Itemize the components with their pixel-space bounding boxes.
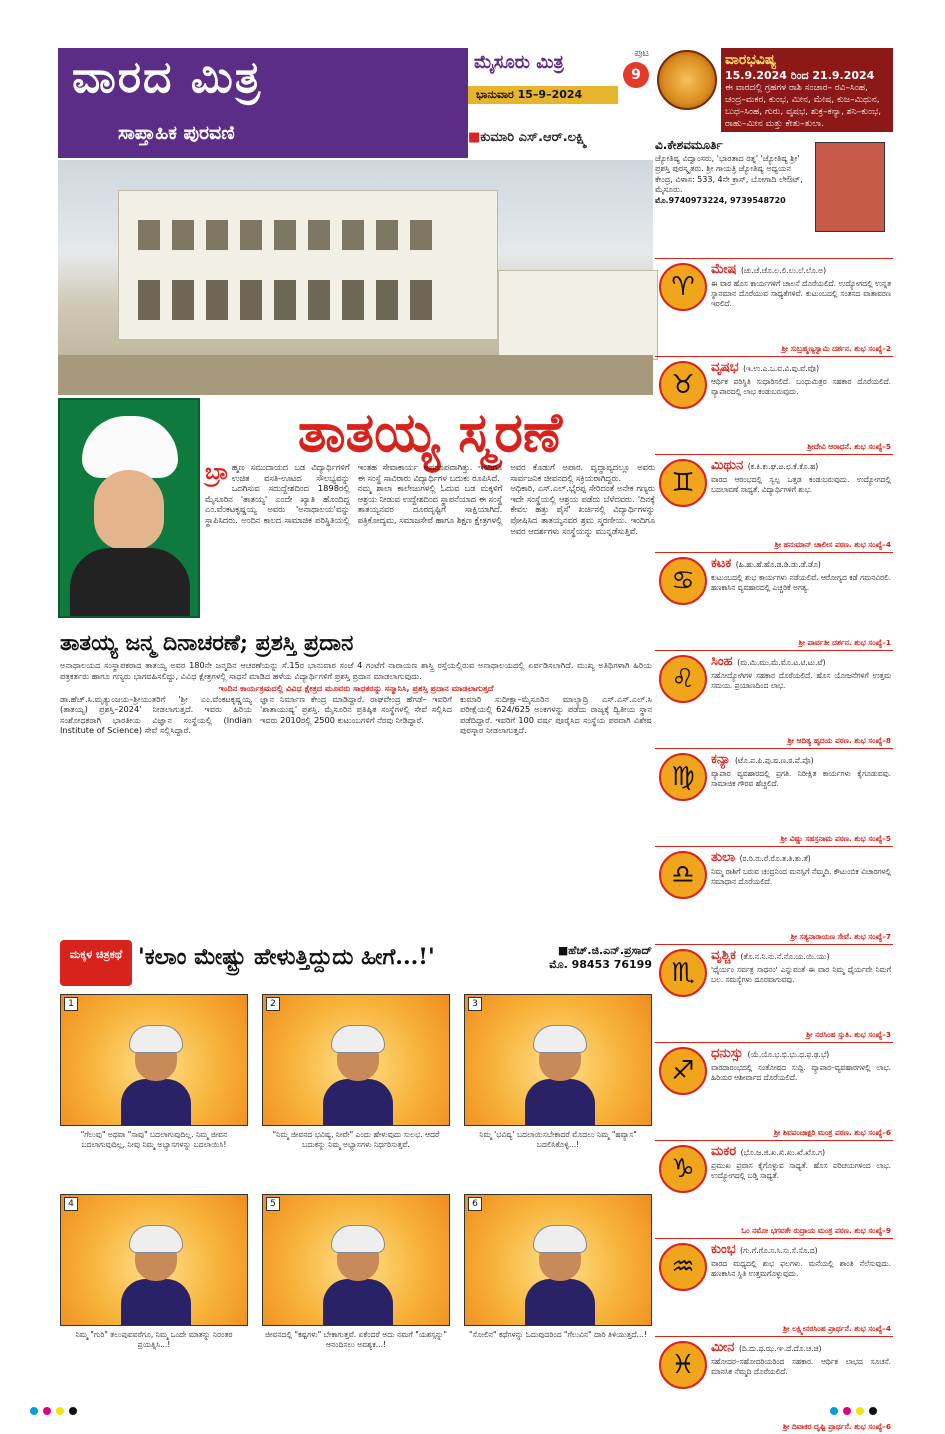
zodiac-sign-entry [655, 1336, 893, 1434]
sign-name: ಕನ್ಯಾ (ಟೊ.ಪ.ಪಿ.ಪು.ಷ.ಣ.ಠ.ಪೆ.ಪೊ) [711, 752, 814, 767]
sign-remedy: ಶ್ರೀ ಪಾರ್ವತೀ ದರ್ಶನ. ಶುಭ ಸಂಖ್ಯೆ–1 [798, 638, 891, 647]
byline-name: ಕುಮಾರಿ ಎಸ್.ಆರ್.ಲಕ್ಷ್ಮಿ [480, 130, 588, 145]
sign-name: ಧನುಸ್ಸು (ಯೆ.ಯೊ.ಭ.ಭಿ.ಭು.ಧ.ಫ.ಢ.ಭೆ) [711, 1046, 830, 1061]
sign-remedy: ಶ್ರೀದೇವಿ ಆರಾಧನೆ. ಶುಭ ಸಂಖ್ಯೆ–5 [807, 442, 891, 451]
article-headline: ತಾತಯ್ಯ ಸ್ಮರಣೆ [297, 400, 563, 464]
sign-remedy: ಶ್ರೀ ನರಸಿಂಹ ಸ್ತುತಿ. ಶುಭ ಸಂಖ್ಯೆ–3 [806, 1030, 891, 1039]
zodiac-icon: ♓ [659, 1341, 707, 1389]
panel-number: 4 [64, 1197, 78, 1211]
portrait-turban [82, 416, 178, 478]
zodiac-icon: ♋ [659, 557, 707, 605]
zodiac-sign-entry [655, 1238, 893, 1336]
awardee-3: ಕುಮಾರಿ ಸುದೀಕ್ಷಾ–ಮೈಸೂರಿನ ಮಾಲ್ಯಾದ್ರಿ ಎಸ್.ಎಸ್.ಎಲ್.ಸಿ ಪರೀಕ್ಷೆಯಲ್ಲಿ 624/625 ಅಂಕಗಳನ್ನು ಪಡೆದು ರಾಜ್ಯಕ್ಕೆ ದ್ವಿತೀಯ ಸ್ಥಾನ ಪಡೆದಿದ್ದಾರೆ. ಇವರಿಗೆ 100 ವರ್ಷ ಪೂರೈಸಿದ ಸಂಸ್ಥೆಯ ಪರವಾಗಿ ವಿಶೇಷ ಪುರಸ್ಕಾರ ನೀಡಲಾಗುತ್ತದೆ. [460, 693, 652, 735]
zodiac-sign-entry [655, 650, 893, 748]
comic-phone: ಮೊ. 98453 76199 [549, 958, 652, 971]
sign-text: ವಾರದ ಆರಂಭದಲ್ಲಿ ಸ್ವಲ್ಪ ಒತ್ತಡ ಕಂಡುಬರುವುದು. ಉದ್ಯೋಗದಲ್ಲಿ ಬದಲಾವಣೆ ಸಾಧ್ಯತೆ. ವಿದ್ಯಾರ್ಥಿಗಳಿಗೆ ಶುಭ. [711, 475, 891, 494]
sign-text: ವಾರದ ಮಧ್ಯದಲ್ಲಿ ಶುಭ ಫಲಗಳು. ಮನೆಯಲ್ಲಿ ಶಾಂತಿ ನೆಲೆಸುವುದು. ಹಣಕಾಸಿನ ಸ್ಥಿತಿ ಉತ್ತಮಗೊಳ್ಳುವುದು. [711, 1259, 891, 1278]
panel-number: 1 [64, 997, 78, 1011]
sign-remedy: ಓಂ ನಮೋ ಭಗವತೇ ರುದ್ರಾಯ ಮಂತ್ರ ಪಠಣ. ಶುಭ ಸಂಖ್ಯೆ–9 [741, 1226, 891, 1235]
color-dots-right [830, 1400, 882, 1408]
ground [58, 355, 653, 395]
masthead-banner [58, 48, 468, 158]
sign-remedy: ಶ್ರೀ ದಿವಾಕರ ದೃಷ್ಟಿ ಪ್ರಾರ್ಥನೆ. ಶುಭ ಸಂಖ್ಯೆ–6 [782, 1422, 891, 1431]
section-headline: ತಾತಯ್ಯ ಜನ್ಮ ದಿನಾಚರಣೆ; ಪ್ರಶಸ್ತಿ ಪ್ರದಾನ [60, 630, 354, 656]
dot-black [869, 1407, 877, 1415]
zodiac-sign-entry [655, 1042, 893, 1140]
comic-strip [60, 940, 652, 1380]
comic-panel [60, 1194, 248, 1326]
sign-text: ಈ ವಾರ ಹೊಸ ಕಾರ್ಯಗಳಿಗೆ ಚಾಲನೆ ದೊರೆಯಲಿದೆ. ಉದ್ಯೋಗದಲ್ಲಿ ಉನ್ನತ ಸ್ಥಾನಮಾನ ದೊರೆಯುವ ಸಾಧ್ಯತೆಗಳಿವೆ. ಕುಟುಂಬದಲ್ಲಿ ಸಂತಸದ ವಾತಾವರಣ ಇರಲಿದೆ. [711, 279, 891, 308]
zodiac-icon: ♊ [659, 459, 707, 507]
byline: ■ಕುಮಾರಿ ಎಸ್.ಆರ್.ಲಕ್ಷ್ಮಿ [468, 130, 588, 145]
building-windows [138, 280, 438, 320]
sign-name: ಕಟಕ (ಹಿ.ಹು.ಹೆ.ಹೊ.ಡ.ಡಿ.ಡು.ಡೆ.ಡೊ) [711, 556, 821, 571]
tatayya-portrait [58, 398, 200, 618]
kalam-figure [121, 1025, 191, 1125]
kalam-figure [121, 1225, 191, 1325]
sign-name: ಕುಂಭ (ಗು.ಗೆ.ಗೊ.ಸ.ಸಿ.ಸು.ಸೆ.ಸೊ.ದ) [711, 1242, 818, 1257]
section-lead: ಅನಾಥಾಲಯದ ಸಂಸ್ಥಾಪಕರಾದ ತಾತಯ್ಯ ಅವರ 180ನೇ ಜನ್ಮದಿನ ಆಚರಣೆಯನ್ನು ಸೆ.15ರ ಭಾನುವಾರ ಸಂಜೆ 4 ಗಂಟೆಗೆ ನಾರಾಯಣ ಶಾಸ್ತ್ರಿ ರಸ್ತೆಯಲ್ಲಿರುವ ಅನಾಥಾಲಯದಲ್ಲಿ ಏರ್ಪಡಿಸಲಾಗಿದೆ. ಮುಖ್ಯ ಅತಿಥಿಗಳಾಗಿ ಹಿರಿಯ ಪತ್ರಕರ್ತರು ಹಾಗೂ ಗಣ್ಯರು ಭಾಗವಹಿಸಲಿದ್ದು, ವಿವಿಧ ಕ್ಷೇತ್ರಗಳಲ್ಲಿ ಸಾಧನೆ ಮಾಡಿದ ಹಳೆಯ ವಿದ್ಯಾರ್ಥಿಗಳಿಗೆ ಪ್ರಶಸ್ತಿ ಪ್ರದಾನ ಮಾಡಲಾಗುವುದು. [60, 660, 652, 681]
issue-date: ಭಾನುವಾರ 15–9–2024 [468, 86, 618, 104]
sign-remedy: ಶ್ರೀ ಶಿವಪಂಚಾಕ್ಷರಿ ಮಂತ್ರ ಪಠಣ. ಶುಭ ಸಂಖ್ಯೆ–6 [773, 1128, 891, 1137]
panel-caption: ನಿಮ್ಮ "ಗುರಿ" ತಲುಪುವವರೆಗೂ, ನಿಮ್ಮ ಒಂದೇ ಮಾತನ್ನು ನಿರಂತರ ಪ್ರಯತ್ನಿಸಿ...! [75, 1330, 233, 1349]
zodiac-icon: ♌ [659, 655, 707, 703]
sign-name: ವೃಷಭ (ಇ.ಉ.ಎ.ಒ.ವ.ವಿ.ವು.ವೆ.ವೊ) [711, 360, 819, 375]
panel-caption: ಜೀವನದಲ್ಲಿ "ಕಷ್ಟಗಳು" ಬೇಕಾಗುತ್ತವೆ. ಏಕೆಂದರೆ ಅದು ನಮಗೆ "ಯಶಸ್ಸನ್ನು" ಆನಂದಿಸಲು ಅವಶ್ಯಕ...! [265, 1330, 447, 1349]
building-windows-upper [138, 220, 438, 250]
astrologer-photo [815, 142, 885, 232]
comic-title: 'ಕಲಾಂ ಮೇಷ್ಟ್ರು ಹೇಳುತ್ತಿದ್ದುದು ಹೀಗೆ...!' [138, 944, 435, 970]
comic-badge: ಮಕ್ಕಳ ಚಿತ್ರಕಥೆ [60, 940, 132, 986]
sign-name: ಮೇಷ (ಚು.ಚೆ.ಚೊ.ಲ.ಲಿ.ಲು.ಲೆ.ಲೊ.ಅ) [711, 262, 826, 277]
sign-remedy: ಶ್ರೀ ಹನುಮಾನ್ ಚಾಲೀಸ ಪಠಣ. ಶುಭ ಸಂಖ್ಯೆ–4 [774, 540, 891, 549]
zodiac-icon: ♈ [659, 263, 707, 311]
paper-name: ಮೈಸೂರು ಮಿತ್ರ [474, 52, 564, 73]
zodiac-icon: ♍ [659, 753, 707, 801]
masthead-subtitle: ಸಾಪ್ತಾಹಿಕ ಪುರವಣಿ [118, 122, 235, 144]
masthead [58, 48, 653, 158]
zodiac-sign-entry [655, 846, 893, 944]
dot-cyan [830, 1407, 838, 1415]
astrologer-phone: ಮೊ.9740973224, 9739548720 [655, 196, 786, 206]
building-wing [498, 270, 658, 360]
panel-caption: ನಿಮ್ಮ 'ಭವಿಷ್ಯ' ಬದಲಾಯಿಸಬೇಕಾದರೆ ಮೊದಲು ನಿಮ್ಮ "ಹವ್ಯಾಸ" ಬದಲಿಸಿಕೊಳ್ಳಿ...! [479, 1130, 637, 1149]
building-photo [58, 160, 653, 395]
zodiac-sign-entry [655, 552, 893, 650]
zodiac-icon: ♐ [659, 1047, 707, 1095]
sign-text: ಕುಟುಂಬದಲ್ಲಿ ಶುಭ ಕಾರ್ಯಗಳು ನಡೆಯಲಿವೆ. ಆರೋಗ್ಯದ ಕಡೆ ಗಮನವಿರಲಿ. ಹಣಕಾಸಿನ ವ್ಯವಹಾರದಲ್ಲಿ ಎಚ್ಚರಿಕೆ ಅಗತ್ಯ. [711, 573, 891, 592]
awardee-1: ಡಾ.ಹೆಚ್.ಸಿ.ಮೃತ್ಯುಂಜಯ–ಶ್ರೀಯುತರಿಗೆ 'ಶ್ರೀ ಎಂ.ವೆಂಕಟಕೃಷ್ಣಯ್ಯ (ತಾತಯ್ಯ) ಪ್ರಶಸ್ತಿ–2024' ನೀಡಲಾಗುತ್ತದೆ. ಇವರು ಹಿರಿಯ ಸಂಶೋಧಕರಾಗಿ ಭಾರತೀಯ ವಿಜ್ಞಾನ ಸಂಸ್ಥೆಯಲ್ಲಿ (Indian Institute of Science) ಸೇವೆ ಸಲ್ಲಿಸಿದ್ದಾರೆ. [60, 693, 252, 735]
horoscope-header [655, 48, 893, 136]
sign-name: ಮಿಥುನ (ಕ.ಕಿ.ಕು.ಘ.ಙ.ಛ.ಕೆ.ಕೊ.ಹ) [711, 458, 819, 473]
dot-yellow [56, 1407, 64, 1415]
dot-magenta [43, 1407, 51, 1415]
zodiac-sign-entry [655, 258, 893, 356]
sign-text: ವ್ಯಾಪಾರ ವ್ಯವಹಾರದಲ್ಲಿ ಪ್ರಗತಿ. ನಿರೀಕ್ಷಿತ ಕಾರ್ಯಗಳು ಕೈಗೂಡುವವು. ಸಾಮಾಜಿಕ ಗೌರವ ಹೆಚ್ಚಲಿದೆ. [711, 769, 891, 788]
dot-yellow [856, 1407, 864, 1415]
kalam-figure [323, 1025, 393, 1125]
portrait-face [94, 470, 164, 550]
zodiac-icon: ♏ [659, 949, 707, 997]
comic-panel [60, 994, 248, 1126]
sign-remedy: ಶ್ರೀ ವಿಷ್ಣು ಸಹಸ್ರನಾಮ ಪಠಣ. ಶುಭ ಸಂಖ್ಯೆ–5 [780, 834, 891, 843]
astrologer-info: ಜ್ಯೋತಿಷ್ಯ ವಿದ್ವಾಂಸರು, 'ಭಾರತಾದ ರತ್ನ' 'ಜ್ಯೋತಿಷ್ಯ ಶ್ರೀ' ಪ್ರಶಸ್ತಿ ಪುರಸ್ಕೃತರು. ಶ್ರೀ ಗಾಯತ್ರಿ ಜ್ಯೋತಿಷ್ಯ ಅಧ್ಯಯನ ಕೇಂದ್ರ, ವಿಳಾಸ: 533, 4ನೇ ಕ್ರಾಸ್, ಬೋಗಾದಿ ಲೇಔಟ್, ಮೈಸೂರು. [655, 153, 803, 195]
horoscope-range: 15.9.2024 ರಿಂದ 21.9.2024 [725, 69, 875, 83]
kalam-figure [323, 1225, 393, 1325]
kalam-figure [525, 1225, 595, 1325]
page-number: 9 [623, 62, 649, 88]
portrait-coat [70, 548, 190, 616]
zodiac-icon: ♉ [659, 361, 707, 409]
panel-caption: "ನಿಮ್ಮ ಜೀವನದ ಭವಿಷ್ಯ, ನೀವೇ" ಎಂದು ಹೇಳುವುದು ಸುಲಭ. ಆದರೆ ಬದುಕನ್ನು ನಿಮ್ಮ ಅಭ್ಯಾಸಗಳು ನಿರ್ಧರಿಸುತ್ತವೆ. [272, 1130, 440, 1149]
panel-number: 5 [266, 1197, 280, 1211]
dropcap: ಬ್ರಾ [205, 460, 229, 485]
sign-name: ಸಿಂಹ (ಮ.ಮಿ.ಮು.ಮೆ.ಮೊ.ಟ.ಟಿ.ಟು.ಟೆ) [711, 654, 826, 669]
sign-text: ಸಹೋದರ–ಸಹೋದರಿಯರಿಂದ ಸಹಕಾರ. ಆರ್ಥಿಕ ಲಾಭದ ಸೂಚನೆ. ಮಾನಸಿಕ ನೆಮ್ಮದಿ ದೊರೆಯಲಿದೆ. [711, 1357, 891, 1376]
comic-author: ■ಹೆಚ್.ಜಿ.ಎನ್.ಪ್ರಸಾದ್ [557, 944, 652, 957]
panel-number: 6 [468, 1197, 482, 1211]
sign-name: ವೃಶ್ಚಿಕ (ತೊ.ನ.ನಿ.ನು.ನೆ.ನೊ.ಯ.ಯಿ.ಯು) [711, 948, 830, 963]
zodiac-wheel-icon [657, 50, 717, 110]
zodiac-sign-entry [655, 748, 893, 846]
sign-text: ಪ್ರಮುಖ ಪ್ರವಾಸ ಕೈಗೊಳ್ಳುವ ಸಾಧ್ಯತೆ. ಹೊಸ ಪರಿಚಯಗಳಿಂದ ಲಾಭ. ಉದ್ಯೋಗದಲ್ಲಿ ಬಡ್ತಿ ಸಾಧ್ಯತೆ. [711, 1161, 891, 1180]
sign-remedy: ಶ್ರೀ ಸುಬ್ರಹ್ಮಣ್ಯಸ್ವಾಮಿ ದರ್ಶನ. ಶುಭ ಸಂಖ್ಯೆ–2 [781, 344, 891, 353]
awardee-2: ಜ್ಞಾನ ನಿರ್ಮಾಣ ಕೇಂದ್ರ ಮಾಡಿದ್ದಾರೆ. ರಾಘವೇಂದ್ರ ಹೆಗಡೆ– ಇವರಿಗೆ 'ಶಾತಾಯುಷ್ಯ' ಪ್ರಶಸ್ತಿ. ಮೈಸೂರಿನ ಪ್ರತಿಷ್ಠಿತ ಸಂಸ್ಥೆಗಳಲ್ಲಿ ಸೇವೆ ಸಲ್ಲಿಸಿದ ಇವರು 2010ರಲ್ಲಿ 2500 ಕುಟುಂಬಗಳಿಗೆ ನೆರವು ನೀಡಿದ್ದಾರೆ. [260, 693, 452, 725]
masthead-title: ವಾರದ ಮಿತ್ರ [72, 52, 263, 103]
sign-remedy: ಶ್ರೀ ಲಕ್ಷ್ಮೀನರಸಿಂಹ ಪ್ರಾರ್ಥನೆ. ಶುಭ ಸಂಖ್ಯೆ–4 [783, 1324, 891, 1333]
horoscope-planets: ಈ ವಾರದಲ್ಲಿ ಗ್ರಹಗಳ ರಾಶಿ ಸಂಚಾರ– ರವಿ–ಸಿಂಹ, ಚಂದ್ರ–ಮಕರ, ಕುಂಭ, ಮೀನ, ಮೇಷ, ಕುಜ–ಮಿಥುನ, ಬುಧ–ಸಿಂಹ, ಗುರು, ವೃಷಭ, ಶುಕ್ರ–ಕನ್ಯಾ, ಶನಿ–ಕುಂಭ, ರಾಹು–ಮೀನ ಮತ್ತು ಕೇತು–ತುಲಾ. [725, 83, 882, 129]
horoscope-title: ವಾರಭವಿಷ್ಯ [725, 52, 777, 68]
article-body [205, 462, 655, 634]
kalam-figure [525, 1025, 595, 1125]
horoscope-sidebar [655, 48, 893, 1431]
dot-black [69, 1407, 77, 1415]
article-col-2: ನಮ್ಮ ಶಾಲಾ ಕಾಲೇಜುಗಳಲ್ಲಿ ಓದುವ ಬಡ ಮಕ್ಕಳಿಗೆ ಆಶ್ರಯ ನೀಡುವ ಉದ್ದೇಶದಿಂದ ಸ್ಥಾಪನೆಯಾದ ಈ ಸಂಸ್ಥೆ ತಾತಯ್ಯನವರ ದೂರದೃಷ್ಟಿಗೆ ಸಾಕ್ಷಿಯಾಗಿದೆ. ಪತ್ರಿಕೋದ್ಯಮ, ಸಮಾಜಸೇವೆ ಹಾಗೂ ಶಿಕ್ಷಣ ಕ್ಷೇತ್ರಗಳಲ್ಲಿ ಅವರ ಕೊಡುಗೆ ಅಪಾರ. ವೃದ್ಧಾಪ್ಯದಲ್ಲೂ ಅವರು ಸಾರ್ವಜನಿಕ ಜೀವನದಲ್ಲಿ ಸಕ್ರಿಯರಾಗಿದ್ದರು. [357, 462, 655, 526]
panel-number: 3 [468, 997, 482, 1011]
sign-remedy: ಶ್ರೀ ಆದಿತ್ಯ ಹೃದಯ ಪಠಣ. ಶುಭ ಸಂಖ್ಯೆ–8 [787, 736, 891, 745]
zodiac-icon: ♒ [659, 1243, 707, 1291]
comic-panel [262, 1194, 450, 1326]
color-dots-left [30, 1400, 82, 1408]
article-col-3: ಅಧಿಕಾರಿ, ಎಸ್.ಎಲ್.ಭೈರಪ್ಪ ಸೇರಿದಂತೆ ಅನೇಕ ಗಣ್ಯರು ಇದೇ ಸಂಸ್ಥೆಯಲ್ಲಿ ಆಶ್ರಯ ಪಡೆದು ಬೆಳೆದವರು. 'ದಿನಕ್ಕೆ ಕೇವಲ ಹತ್ತು ಪೈಸೆ' ಖರ್ಚಿನಲ್ಲಿ ವಿದ್ಯಾರ್ಥಿಗಳನ್ನು ಪೋಷಿಸಿದ ತಾತಯ್ಯನವರ ಶ್ರಮ ಸ್ಮರಣೀಯ. ಇಂದಿಗೂ ಅವರ ಆದರ್ಶಗಳು ಸಂಸ್ಥೆಯನ್ನು ಮುನ್ನಡೆಸುತ್ತಿವೆ. [510, 483, 655, 536]
zodiac-icon: ♎ [659, 851, 707, 899]
sign-text: 'ಧೈರ್ಯಂ ಸರ್ವತ್ರ ಸಾಧನಂ' ಎನ್ನುವಂತೆ ಈ ವಾರ ನಿಮ್ಮ ಧೈರ್ಯವೇ ನಿಮಗೆ ಬಲ. ಸಮಸ್ಯೆಗಳು ದೂರವಾಗುವವು. [711, 965, 891, 984]
horoscope-title-box [721, 48, 893, 132]
dot-magenta [843, 1407, 851, 1415]
panel-caption: "ಸೋಲಿನ" ಕಥೆಗಳನ್ನು ಓದುವುದರಿಂದ "ಗೆಲುವಿನ" ದಾರಿ ತಿಳಿಯುತ್ತದೆ...! [469, 1330, 647, 1339]
comic-panel [464, 994, 652, 1126]
zodiac-sign-entry [655, 454, 893, 552]
dot-cyan [30, 1407, 38, 1415]
sign-text: ವಾರದಾರಂಭದಲ್ಲಿ ಸಂತೋಷದ ಸುದ್ದಿ. ವ್ಯಾಪಾರ–ವ್ಯವಹಾರಗಳಲ್ಲಿ ಲಾಭ. ಹಿರಿಯರ ಆಶೀರ್ವಾದ ದೊರೆಯಲಿದೆ. [711, 1063, 891, 1082]
sign-text: ನಿಮ್ಮ ರಾಶಿಗೆ ಬರುವ ಚಂದ್ರನಿಂದ ಮನಸ್ಸಿಗೆ ನೆಮ್ಮದಿ. ಕೌಟುಂಬಿಕ ವಿಚಾರಗಳಲ್ಲಿ ಸಮಾಧಾನ ದೊರೆಯಲಿದೆ. [711, 867, 891, 886]
sign-name: ಮೀನ (ದಿ.ದು.ಥ.ಝ.ಞ.ದೆ.ದೊ.ಚ.ಚಿ) [711, 1340, 822, 1355]
astrologer-name: ವಿ.ಕೇಶವಮೂರ್ತಿ [655, 138, 723, 152]
sign-remedy: ಶ್ರೀ ಸತ್ಯನಾರಾಯಣ ಸೇವೆ. ಶುಭ ಸಂಖ್ಯೆ–7 [790, 932, 891, 941]
zodiac-sign-entry [655, 356, 893, 454]
panel-caption: "ಗೆಲುವು" ಅಥವಾ "ಸಾವು" ಬದಲಾಗುವುದಿಲ್ಲ. ನಿಮ್ಮ ಜೀವನ ಬದಲಾಗುವುದಿಲ್ಲ, ನೀವು ನಿಮ್ಮ ಅಭ್ಯಾಸಗಳನ್ನು ಬದಲಾಯಿಸಿ! [80, 1130, 228, 1149]
sign-name: ತುಲಾ (ರ.ರಿ.ರು.ರೆ.ರೊ.ತ.ತಿ.ತು.ತೆ) [711, 850, 811, 865]
zodiac-icon: ♑ [659, 1145, 707, 1193]
panel-number: 2 [266, 997, 280, 1011]
comic-panel [464, 1194, 652, 1326]
article-col-1-text: ಹ್ಮಣ ಸಮುದಾಯದ ಬಡ ವಿದ್ಯಾರ್ಥಿಗಳಿಗೆ ಉಚಿತ ವಸತಿ-ಊಟದ ಸೌಲಭ್ಯವನ್ನು ಒದಗಿಸುವ ಸದುದ್ದೇಶದಿಂದ 1898ರಲ್ಲಿ ಮೈಸೂರಿನ 'ತಾತಯ್ಯ' ಎಂದೇ ಖ್ಯಾತಿ ಹೊಂದಿದ್ದ ಎಂ.ವೆಂಕಟಕೃಷ್ಣಯ್ಯ ಅವರು 'ಅನಾಥಾಲಯ'ವನ್ನು ಸ್ಥಾಪಿಸಿದರು. ಅಂದಿನ ಕಾಲದ ಸಾಮಾಜಿಕ ಪರಿಸ್ಥಿತಿಯಲ್ಲಿ ಇಂತಹ ಸೇವಾಕಾರ್ಯ ಅಪರೂಪವಾಗಿತ್ತು. ಇಂದಿಗೂ ಈ ಸಂಸ್ಥೆ ಸಾವಿರಾರು ವಿದ್ಯಾರ್ಥಿಗಳ ಬದುಕು ರೂಪಿಸಿದೆ. [205, 462, 503, 526]
page-label: ಪುಟ [634, 48, 649, 59]
sign-text: ಸಹೋದ್ಯೋಗಿಗಳ ಸಹಕಾರ ದೊರೆಯಲಿದೆ. ಹೊಸ ಯೋಜನೆಗಳಿಗೆ ಉತ್ತಮ ಸಮಯ. ಪ್ರಯಾಣದಿಂದ ಲಾಭ. [711, 671, 891, 690]
section-red-line: ಇಂದಿನ ಕಾರ್ಯಕ್ರಮದಲ್ಲಿ ವಿವಿಧ ಕ್ಷೇತ್ರದ ಮೂವರು ಸಾಧಕರನ್ನು ಸನ್ಮಾನಿಸಿ, ಪ್ರಶಸ್ತಿ ಪ್ರದಾನ ಮಾಡಲಾಗುತ್ತದೆ [218, 683, 494, 693]
zodiac-sign-entry [655, 1140, 893, 1238]
section-columns [60, 694, 652, 736]
masthead-info [468, 48, 653, 158]
section-body [60, 660, 652, 940]
sign-name: ಮಕರ (ಭೊ.ಜ.ಜಿ.ಖ.ಖಿ.ಖು.ಖೆ.ಖೊ.ಗ) [711, 1144, 826, 1159]
sign-text: ಆರ್ಥಿಕ ಪರಿಸ್ಥಿತಿ ಸುಧಾರಿಸಲಿದೆ. ಬಂಧುಮಿತ್ರರ ಸಹಕಾರ ದೊರೆಯಲಿದೆ. ವ್ಯಾಪಾರದಲ್ಲಿ ಲಾಭ ಕಂಡುಬರುವುದು. [711, 377, 891, 396]
zodiac-sign-entry [655, 944, 893, 1042]
comic-panel [262, 994, 450, 1126]
comic-credit [549, 944, 652, 972]
astrologer-box [655, 138, 893, 256]
